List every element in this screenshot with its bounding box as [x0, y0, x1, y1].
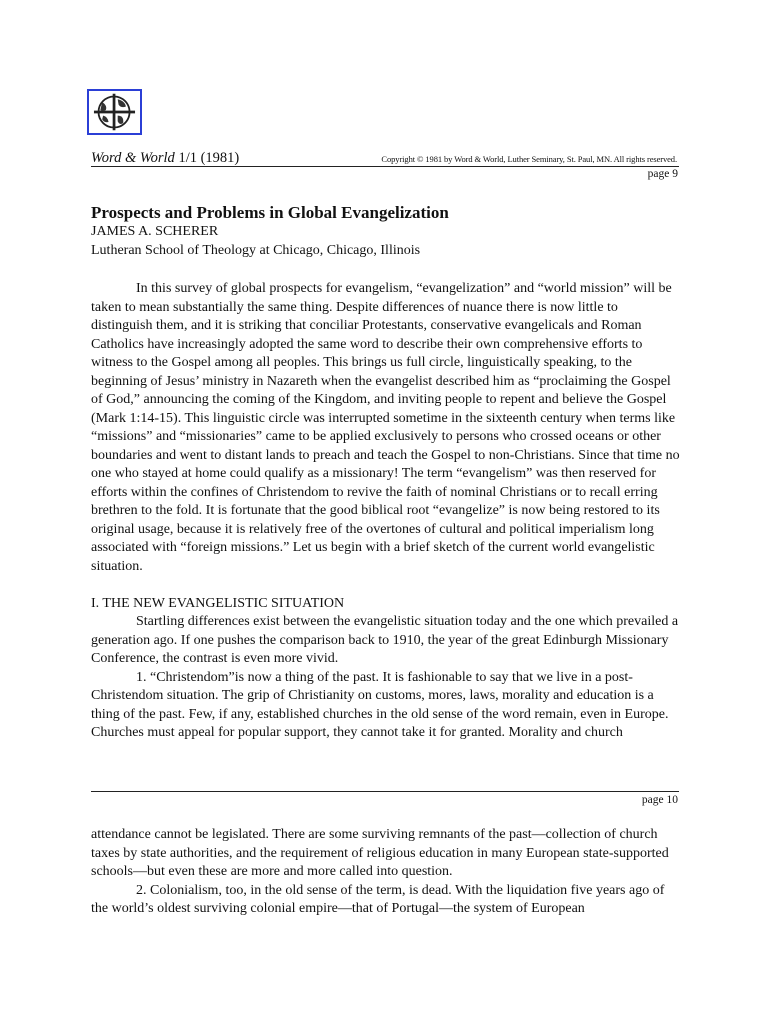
journal-issue: 1/1 (1981) — [178, 150, 240, 166]
paragraph: 2. Colonialism, too, in the old sense of the term, is dead. With the liquidation five years ago of the world’s oldest surviving colonial empire—that of Portugal—the system of European — [91, 882, 665, 916]
paragraph: 1. “Christendom”is now a thing of the past. It is fashionable to say that we live in a post-Christendom situation. The grip of Christianity on customs, mores, laws, morality and education is a thing of the past. Few, if any, established churches in the old sense of the word remain, even in Europe. Churches must appeal for popular support, they cannot take it for granted. Morality and church — [91, 669, 669, 740]
page-break-rule — [91, 791, 679, 792]
section-heading: I. THE NEW EVANGELISTIC SITUATION — [91, 595, 345, 611]
copyright-notice: Copyright © 1981 by Word & World, Luther Seminary, St. Paul, MN. All rights reserved. — [381, 154, 677, 164]
author-affiliation: Lutheran School of Theology at Chicago, Chicago, Illinois — [91, 243, 421, 258]
article-body-page9 — [91, 280, 681, 743]
journal-logo — [87, 89, 142, 135]
paragraph: Startling differences exist between the evangelistic situation today and the one which prevailed a generation ago. If one pushes the comparison back to 1910, the year of the great Edinburgh Missionary Conference, the contrast is even more vivid. — [91, 614, 679, 666]
article-title: Prospects and Problems in Global Evangelization — [91, 203, 449, 222]
paragraph: attendance cannot be legislated. There are some surviving remnants of the past—collection of church taxes by state authorities, and the requirement of religious education in many European state-supported schools—but even these are more and more called into question. — [91, 827, 669, 879]
paragraph: In this survey of global prospects for evangelism, “evangelization” and “world mission” will be taken to mean substantially the same thing. Despite differences of nuance there is now little to distinguish them, and it is striking that conciliar Protestants, conservative evangelicals and Roman Catholics have increasingly adopted the same word to describe their own comprehensive efforts to witness to the Gospel among all peoples. This brings us full circle, linguistically speaking, to the beginning of Jesus’ ministry in Nazareth when the evangelist described him as “proclaiming the Gospel of God,” announcing the coming of the Kingdom, and inviting people to repent and believe the Gospel (Mark 1:14-15). This linguistic circle was interrupted sometime in the sixteenth century when terms like “missions” and “missionaries” came to be applied exclusively to persons who crossed oceans or other boundaries and went to distant lands to preach and teach the Gospel to non-Christians. Since that time no one who stayed at home could qualify as a missionary! The term “evangelism” was then reserved for efforts within the confines of Christendom to revive the faith of nominal Christians or to recall erring brethren to the fold. It is fortunate that the good biblical root “evangelize” is now being restored to its original usage, because it is relatively free of the overtones of cultural and political imperialism long associated with “foreign missions.” Let us begin with a brief sketch of the current world evangelistic situation. — [91, 281, 680, 574]
globe-cross-icon — [89, 91, 140, 133]
page-number: page 10 — [641, 794, 678, 806]
article-author: JAMES A. SCHERER — [91, 224, 219, 239]
journal-citation — [91, 150, 239, 167]
journal-name: Word & World — [91, 150, 175, 166]
header-rule — [91, 166, 679, 167]
page-number: page 9 — [647, 168, 678, 180]
article-body-page10 — [91, 826, 681, 919]
